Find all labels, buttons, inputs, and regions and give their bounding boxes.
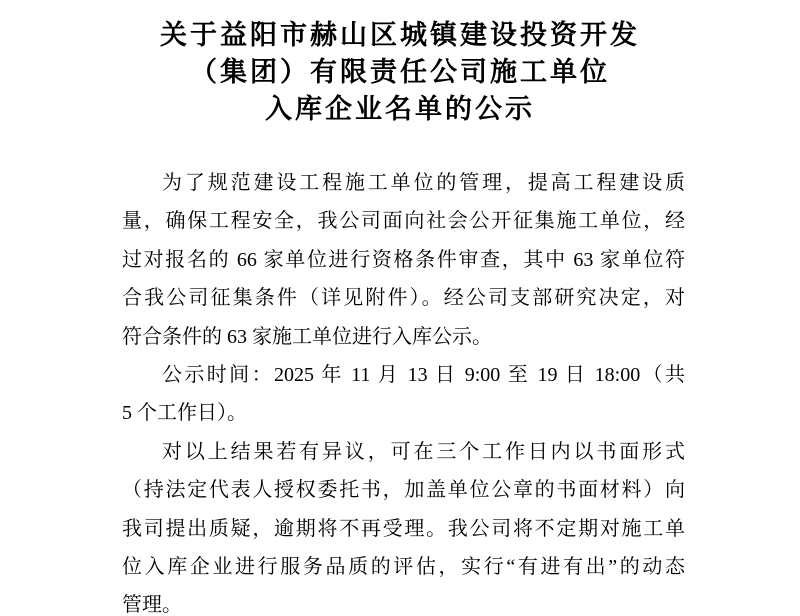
body-text-line: （持法定代表人授权委托书，加盖单位公章的书面材料）向 <box>122 479 685 502</box>
body-text-line: 位入库企业进行服务品质的评估，实行“有进有出”的动态 <box>122 556 685 579</box>
document-title-line: （集团）有限责任公司施工单位 <box>190 57 610 88</box>
document-title-line: 关于益阳市赫山区城镇建设投资开发 <box>160 20 640 51</box>
body-text-line: 我司提出质疑，逾期将不再受理。我公司将不定期对施工单 <box>122 517 685 540</box>
body-text-line: 对以上结果若有异议，可在三个工作日内以书面形式 <box>162 440 685 463</box>
body-text-line: 合我公司征集条件（详见附件）。经公司支部研究决定，对 <box>122 287 685 310</box>
body-text-line: 为了规范建设工程施工单位的管理，提高工程建设质 <box>162 172 685 194</box>
body-text-line: 公示时间：2025 年 11 月 13 日 9:00 至 19 日 18:00（共 <box>162 364 685 387</box>
body-text-line: 5 个工作日）。 <box>122 402 247 425</box>
document-body <box>122 164 685 616</box>
body-text-line: 符合条件的 63 家施工单位进行入库公示。 <box>122 325 492 348</box>
document-title <box>0 17 800 128</box>
body-text-line: 量，确保工程安全，我公司面向社会公开征集施工单位，经 <box>122 210 685 233</box>
body-text-line: 管理。 <box>122 594 182 616</box>
document-title-line: 入库企业名单的公示 <box>265 94 535 125</box>
body-text-line: 过对报名的 66 家单位进行资格条件审查，其中 63 家单位符 <box>122 248 685 271</box>
